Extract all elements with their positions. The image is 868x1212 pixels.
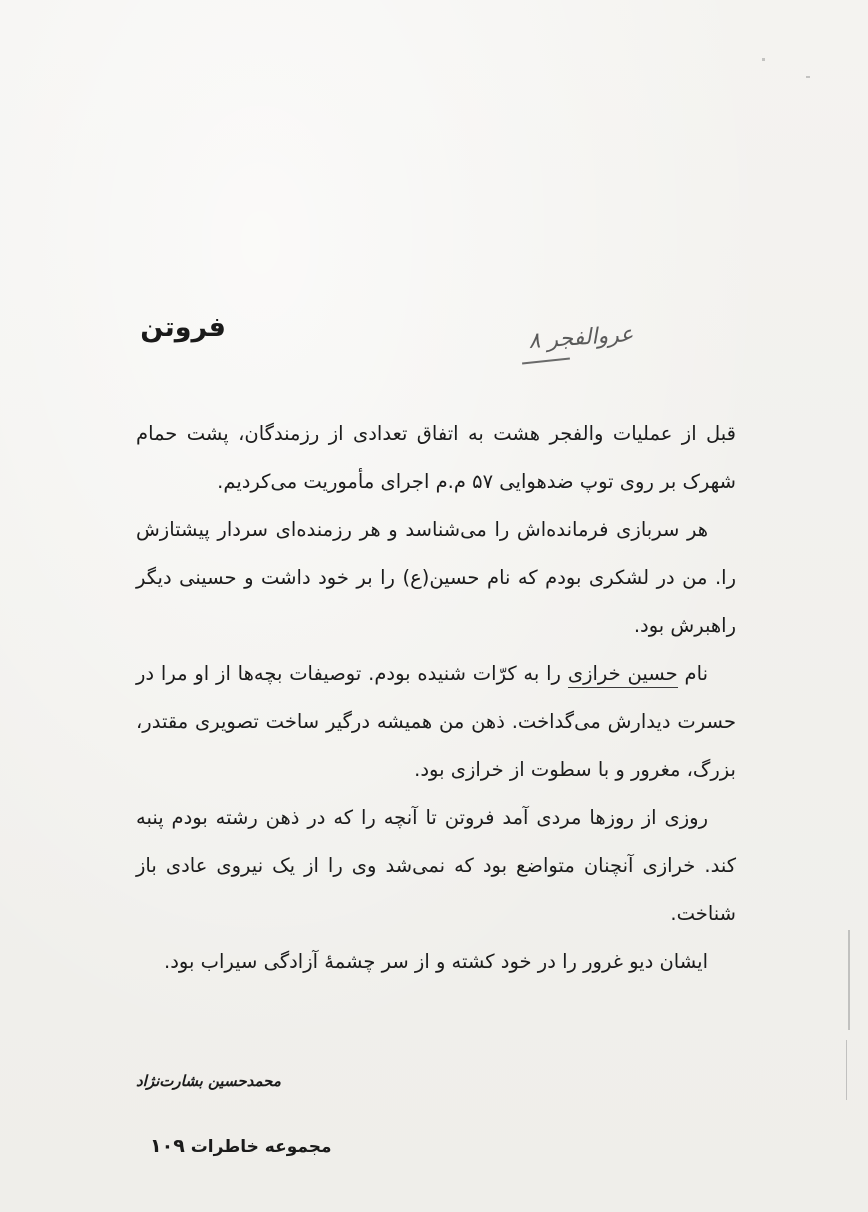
paragraph-2: هر سربازی فرمانده‌اش را می‌شناسد و هر رزمنده‌ای سردار پیشتازش را. من در لشکری بودم که نام حسین(ع) را بر خود داشت و حسینی دیگر راهبرش بود. xyxy=(136,518,736,637)
collection-name: مجموعه خاطرات xyxy=(190,1137,332,1157)
scan-speck xyxy=(762,58,765,61)
body-text xyxy=(136,410,736,986)
page-title: فروتن xyxy=(140,312,226,343)
paragraph-3-rest: را به کرّات شنیده بودم. توصیفات بچه‌ها از او مرا در حسرت دیدارش می‌گداخت. ذهن من همیشه درگیر ساخت تصویری مقتدر، بزرگ، مغرور و با سطوت از خرازی بود. xyxy=(136,662,736,781)
paragraph-3 xyxy=(136,650,736,794)
page-number: ۱۰۹ xyxy=(150,1135,185,1157)
scan-edge-line xyxy=(846,1040,847,1100)
scan-edge-line xyxy=(848,930,850,1030)
page-footer xyxy=(138,1135,332,1157)
scan-speck xyxy=(806,76,810,78)
paragraph-1: قبل از عملیات والفجر هشت به اتفاق تعدادی از رزمندگان، پشت حمام شهرک بر روی توپ ضدهوایی ۵۷ م.م اجرای مأموریت می‌کردیم. xyxy=(136,422,736,493)
paragraph-3-start: نام xyxy=(677,662,708,685)
paragraph-4: روزی از روزها مردی آمد فروتن تا آنچه را که در ذهن رشته بودم پنبه کند. خرازی آنچنان متواضع بود که نمی‌شد وی را از یک نیروی عادی باز شناخت. xyxy=(136,806,736,925)
paragraph-5: ایشان دیو غرور را در خود کشته و از سر چشمهٔ آزادگی سیراب بود. xyxy=(164,950,708,973)
underlined-name: حسین خرازی xyxy=(568,662,678,688)
author-name: محمدحسین بشارت‌نژاد xyxy=(136,1072,281,1090)
handwritten-note: عروالفجر ۸ xyxy=(527,321,635,355)
